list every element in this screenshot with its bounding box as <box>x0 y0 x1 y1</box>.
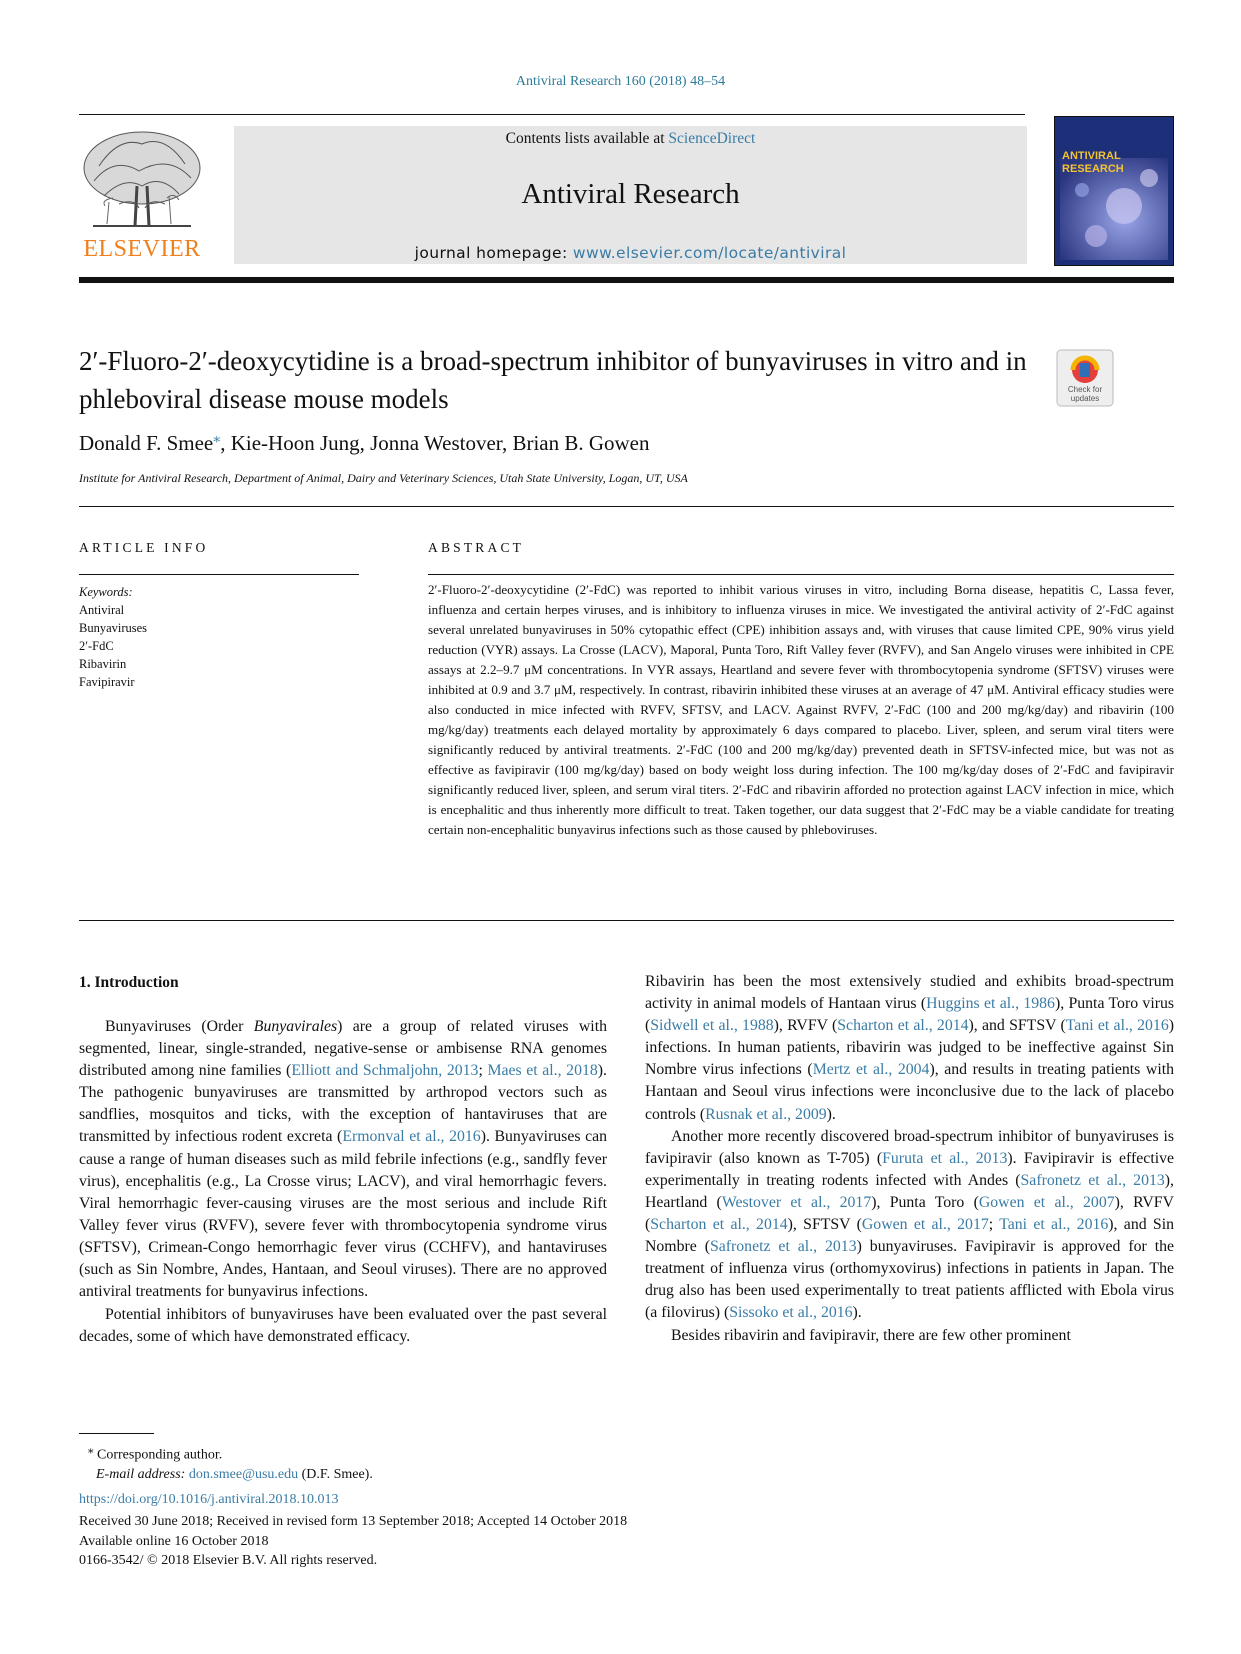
article-info-rule <box>79 574 359 575</box>
journal-cover[interactable] <box>1054 116 1174 266</box>
section-heading-introduction: 1. Introduction <box>79 974 179 991</box>
citation-link[interactable]: Gowen et al., 2007 <box>978 1193 1115 1211</box>
header-rule <box>79 114 1025 115</box>
citation-link[interactable]: Gowen et al., 2017 <box>861 1216 989 1234</box>
journal-banner <box>234 126 1027 264</box>
paragraph: Bunyaviruses (Order Bunyavirales) are a group of related viruses with segmented, linear, single-stranded, negative-sense or ambisense RNA genomes distributed among nine families (Elliott and Schmaljohn, 2013; Maes et al., 2018). The pathogenic bunyaviruses are transmitted by arthropod vectors such as sandflies, mosquitos and ticks, with the exception of hantaviruses that are transmitted by infectious rodent excreta (Ermonval et al., 2016). Bunyaviruses can cause a range of human diseases such as mild febrile infections (e.g., sandfly fever virus), encephalitis (e.g., La Crosse virus; LACV), and viral hemorrhagic fevers. Viral hemorrhagic fever-causing viruses are the most serious and include Rift Valley fever virus (RVFV), severe fever with thrombocytopenia syndrome virus (SFTSV), Crimean-Congo hemorrhagic fever virus (CCHFV), and hantaviruses (such as Sin Nombre, Andes, Hantaan, and Seoul viruses). There are no approved antiviral treatments for bunyavirus infections. <box>79 1018 607 1301</box>
article-info-heading: ARTICLE INFO <box>79 540 209 555</box>
citation-link[interactable]: Tani et al., 2016 <box>999 1216 1109 1234</box>
email-suffix: (D.F. Smee). <box>298 1466 373 1482</box>
abstract-heading: ABSTRACT <box>428 540 525 555</box>
publication-dates <box>79 1512 627 1571</box>
email-label: E-mail address: <box>96 1466 186 1482</box>
other-authors: , Kie-Hoon Jung, Jonna Westover, Brian B. Gowen <box>220 431 650 455</box>
sciencedirect-link[interactable]: ScienceDirect <box>668 130 756 147</box>
author-1: Donald F. Smee <box>79 431 214 455</box>
keywords-label: Keywords: <box>79 585 133 599</box>
citation-link[interactable]: Scharton et al., 2014 <box>837 1017 969 1035</box>
citation-link[interactable]: Rusnak et al., 2009 <box>705 1105 827 1123</box>
corresponding-label: Corresponding author. <box>93 1447 223 1463</box>
citation-link[interactable]: Scharton et al., 2014 <box>650 1216 788 1234</box>
homepage-line <box>234 244 1027 262</box>
paragraph: Another more recently discovered broad-spectrum inhibitor of bunyaviruses is favipiravir (also known as T-705) (Furuta et al., 2013). Favipiravir is effective experimentally in treating rodents infected with Andes (Safronetz et al., 2013), Heartland (Westover et al., 2017), Punta Toro (Gowen et al., 2007), RVFV (Scharton et al., 2014), SFTSV (Gowen et al., 2017; Tani et al., 2016), and Sin Nombre (Safronetz et al., 2013) bunyaviruses. Favipiravir is approved for the treatment of influenza virus (orthomyxovirus) infections in patients in Japan. The drug also has been used experimentally to treat patients afflicted with Ebola virus (a filovirus) (Sissoko et al., 2016). <box>645 1127 1175 1322</box>
corresponding-author-note <box>88 1441 373 1465</box>
citation-link[interactable]: Elliott and Schmaljohn, 2013 <box>291 1062 479 1080</box>
contents-line <box>234 130 1027 148</box>
check-updates-line1: Check for <box>1067 385 1103 394</box>
corresponding-footnote <box>88 1441 373 1484</box>
journal-reference[interactable]: Antiviral Research 160 (2018) 48–54 <box>515 74 726 89</box>
citation-link[interactable]: Safronetz et al., 2013 <box>709 1238 857 1256</box>
citation-link[interactable]: Westover et al., 2017 <box>721 1193 872 1211</box>
citation-link[interactable]: Furuta et al., 2013 <box>882 1149 1008 1167</box>
keyword: Ribavirin <box>79 657 127 671</box>
homepage-prefix: journal homepage: <box>414 244 573 262</box>
abstract-text: 2′-Fluoro-2′-deoxycytidine (2′-FdC) was reported to inhibit various viruses in vitro, including Borna disease, hepatitis C, Lassa fever, influenza and certain herpes viruses, and is inhibitory to influenza viruses in mice. We investigated the antiviral activity of 2′-FdC against several unrelated bunyaviruses in 50% cytopathic effect (CPE) inhibition assays and, with viruses that cause limited CPE, 90% virus yield reduction (VYR) assays. La Crosse (LACV), Maporal, Punta Toro, Rift Valley fever (RVFV), and San Angelo viruses were inhibited in CPE assays at 2.2–9.7 μM concentrations. In VYR assays, Heartland and severe fever with thrombocytopenia syndrome (SFTSV) viruses were inhibited at 0.9 and 3.7 μM, respectively. In contrast, ribavirin inhibited these viruses at an average of 47 μM. Antiviral efficacy studies were also conducted in mice infected with RVFV, SFTSV, and LACV. Against RVFV, 2′-FdC (100 and 200 mg/kg/day) and ribavirin (100 mg/kg/day) treatments each delayed mortality by approximately 6 days compared to placebo. Liver, spleen, and serum viral titers were significantly reduced by antiviral treatments. 2′-FdC (100 and 200 mg/kg/day) prevented death in SFTSV-infected mice, but was not as effective as favipiravir (100 mg/kg/day) based on body weight loss during infection. The 100 mg/kg/day doses of 2′-FdC and favipiravir significantly reduced liver, spleen, and serum viral titers. 2′-FdC and ribavirin afforded no protection against LACV infection in mice, which is encephalitic and thus inherently more difficult to treat. Taken together, our data suggest that 2′-FdC may be a viable candidate for treating certain non-encephalitic bunyavirus infections such as those caused by phleboviruses. <box>428 582 1174 837</box>
paragraph: Besides ribavirin and favipiravir, there are few other prominent <box>671 1326 1071 1344</box>
citation-link[interactable]: Huggins et al., 1986 <box>926 995 1055 1013</box>
abstract-rule <box>428 574 1174 575</box>
citation-link[interactable]: Ermonval et al., 2016 <box>342 1128 481 1146</box>
citation-link[interactable]: Mertz et al., 2004 <box>812 1061 930 1079</box>
contents-prefix: Contents lists available at <box>505 130 669 147</box>
citation-link[interactable]: Maes et al., 2018 <box>487 1062 598 1080</box>
article-title: 2′-Fluoro-2′-deoxycytidine is a broad-spectrum inhibitor of bunyaviruses in vitro and in phleboviral disease mouse models <box>79 346 1027 414</box>
citation-link[interactable]: Tani et al., 2016 <box>1065 1017 1169 1035</box>
email-link[interactable]: don.smee@usu.edu <box>188 1466 299 1482</box>
keyword: Antiviral <box>79 603 125 617</box>
online-line: Available online 16 October 2018 <box>79 1533 269 1549</box>
title-rule <box>79 506 1174 507</box>
keyword: 2′-FdC <box>79 639 114 653</box>
paragraph: Ribavirin has been the most extensively studied and exhibits broad-spectrum activity in animal models of Hantaan virus (Huggins et al., 1986), Punta Toro virus (Sidwell et al., 1988), RVFV (Scharton et al., 2014), and SFTSV (Tani et al., 2016) infections. In human patients, ribavirin was judged to be ineffective against Sin Nombre virus infections (Mertz et al., 2004), and results in treating patients with Hantaan and Seoul virus infections were inconclusive due to the lack of placebo controls (Rusnak et al., 2009). <box>645 973 1175 1123</box>
citation-link[interactable]: Safronetz et al., 2013 <box>1020 1171 1165 1189</box>
doi-link[interactable]: https://doi.org/10.1016/j.antiviral.2018.10.013 <box>79 1492 339 1507</box>
body-column-left <box>79 1016 607 1348</box>
keyword: Favipiravir <box>79 675 135 689</box>
author-list <box>79 430 650 456</box>
check-for-updates-button[interactable] <box>1056 349 1114 407</box>
footnote-rule <box>79 1433 154 1434</box>
journal-name: Antiviral Research <box>521 178 740 210</box>
affiliation: Institute for Antiviral Research, Department of Animal, Dairy and Veterinary Sciences, Utah State University, Logan, UT, USA <box>79 471 688 485</box>
citation-link[interactable]: Sidwell et al., 1988 <box>650 1017 774 1035</box>
citation-link[interactable]: Sissoko et al., 2016 <box>729 1304 853 1322</box>
cover-title-line1: ANTIVIRAL <box>1062 150 1121 162</box>
body-column-right <box>645 971 1174 1347</box>
keywords-block <box>79 583 147 691</box>
paragraph: Potential inhibitors of bunyaviruses have been evaluated over the past several decades, some of which have demonstrated efficacy. <box>79 1306 607 1346</box>
corresponding-author-mark[interactable]: ⁎ <box>213 431 221 446</box>
elsevier-wordmark: ELSEVIER <box>83 236 201 262</box>
elsevier-logo[interactable] <box>79 126 205 264</box>
journal-cover-icon <box>1054 116 1174 266</box>
abstract-bottom-rule <box>79 920 1174 921</box>
footnote-mark: ⁎ <box>88 1444 94 1456</box>
keyword: Bunyaviruses <box>79 621 148 635</box>
italic-term: Bunyavirales <box>253 1018 338 1035</box>
header-thick-rule <box>79 277 1174 283</box>
homepage-link[interactable]: www.elsevier.com/locate/antiviral <box>572 244 847 262</box>
cover-title-line2: RESEARCH <box>1062 163 1124 175</box>
copyright-line: 0166-3542/ © 2018 Elsevier B.V. All rights reserved. <box>79 1553 378 1568</box>
check-updates-line2: updates <box>1070 394 1100 403</box>
received-line: Received 30 June 2018; Received in revised form 13 September 2018; Accepted 14 October 2018 <box>79 1514 628 1529</box>
email-line <box>88 1465 373 1484</box>
